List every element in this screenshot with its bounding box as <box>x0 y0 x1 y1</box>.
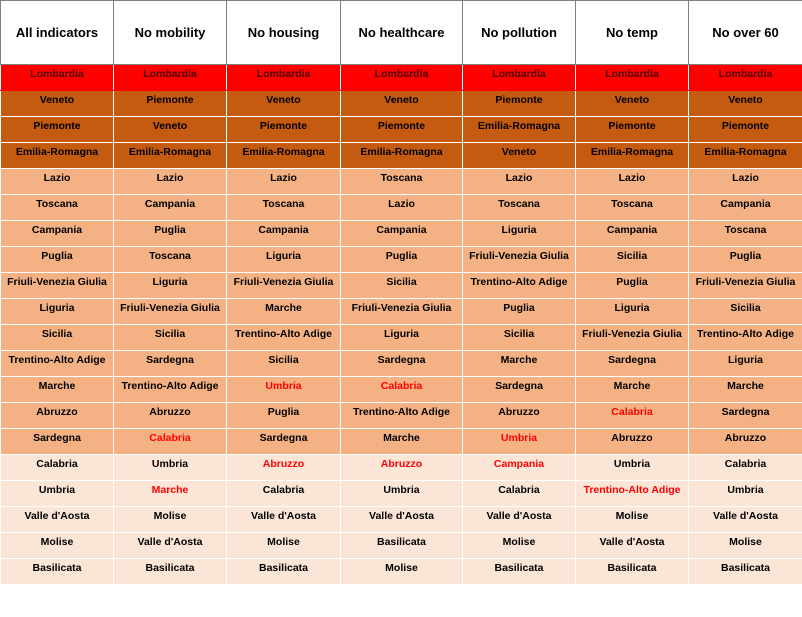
table-cell: Friuli-Venezia Giulia <box>689 273 802 299</box>
table-cell: Toscana <box>1 195 114 221</box>
table-cell: Umbria <box>463 429 576 455</box>
table-cell: Umbria <box>227 377 341 403</box>
table-cell: Basilicata <box>114 559 227 585</box>
table-cell: Basilicata <box>1 559 114 585</box>
table-cell: Sicilia <box>114 325 227 351</box>
table-cell: Lombardia <box>463 65 576 91</box>
table-cell: Emilia-Romagna <box>576 143 689 169</box>
table-cell: Toscana <box>114 247 227 273</box>
table-cell: Toscana <box>227 195 341 221</box>
table-cell: Piemonte <box>576 117 689 143</box>
table-cell: Sardegna <box>227 429 341 455</box>
table-cell: Liguria <box>689 351 802 377</box>
table-row <box>1 117 802 143</box>
table-cell: Friuli-Venezia Giulia <box>227 273 341 299</box>
table-cell: Abruzzo <box>1 403 114 429</box>
table-cell: Umbria <box>341 481 463 507</box>
table-cell: Abruzzo <box>341 455 463 481</box>
table-cell: Veneto <box>576 91 689 117</box>
table-cell: Calabria <box>114 429 227 455</box>
table-row <box>1 533 802 559</box>
table-cell: Campania <box>114 195 227 221</box>
table-cell: Lombardia <box>689 65 802 91</box>
table-cell: Lombardia <box>1 65 114 91</box>
table-cell: Sardegna <box>114 351 227 377</box>
table-cell: Lazio <box>463 169 576 195</box>
table-cell: Trentino-Alto Adige <box>1 351 114 377</box>
table-cell: Lombardia <box>114 65 227 91</box>
table-cell: Campania <box>576 221 689 247</box>
table-cell: Toscana <box>341 169 463 195</box>
table-cell: Liguria <box>114 273 227 299</box>
table-cell: Friuli-Venezia Giulia <box>1 273 114 299</box>
table-cell: Emilia-Romagna <box>463 117 576 143</box>
table-cell: Liguria <box>576 299 689 325</box>
table-cell: Piemonte <box>689 117 802 143</box>
table-cell: Trentino-Alto Adige <box>463 273 576 299</box>
table-cell: Puglia <box>341 247 463 273</box>
table-cell: Sicilia <box>576 247 689 273</box>
table-cell: Puglia <box>463 299 576 325</box>
table-cell: Veneto <box>1 91 114 117</box>
table-cell: Emilia-Romagna <box>114 143 227 169</box>
table-cell: Umbria <box>1 481 114 507</box>
table-cell: Sardegna <box>341 351 463 377</box>
table-cell: Liguria <box>463 221 576 247</box>
table-row <box>1 169 802 195</box>
table-row <box>1 91 802 117</box>
table-cell: Toscana <box>576 195 689 221</box>
table-row <box>1 247 802 273</box>
table-row <box>1 559 802 585</box>
table-cell: Marche <box>689 377 802 403</box>
table-cell: Abruzzo <box>227 455 341 481</box>
table-cell: Trentino-Alto Adige <box>227 325 341 351</box>
table-cell: Lazio <box>227 169 341 195</box>
table-cell: Valle d'Aosta <box>341 507 463 533</box>
table-cell: Lazio <box>1 169 114 195</box>
header-row <box>1 1 802 65</box>
table-cell: Emilia-Romagna <box>341 143 463 169</box>
table-cell: Molise <box>463 533 576 559</box>
table-cell: Toscana <box>463 195 576 221</box>
table-cell: Veneto <box>227 91 341 117</box>
table-cell: Marche <box>576 377 689 403</box>
table-row <box>1 481 802 507</box>
table-cell: Campania <box>341 221 463 247</box>
column-header-all-indicators: All indicators <box>1 1 114 65</box>
table-row <box>1 455 802 481</box>
table-cell: Sicilia <box>1 325 114 351</box>
table-cell: Sicilia <box>463 325 576 351</box>
table-cell: Abruzzo <box>114 403 227 429</box>
table-cell: Piemonte <box>227 117 341 143</box>
table-cell: Basilicata <box>576 559 689 585</box>
table-cell: Emilia-Romagna <box>689 143 802 169</box>
table-cell: Marche <box>341 429 463 455</box>
table-cell: Abruzzo <box>463 403 576 429</box>
table-row <box>1 299 802 325</box>
table-cell: Molise <box>576 507 689 533</box>
table-cell: Liguria <box>341 325 463 351</box>
table-cell: Lombardia <box>576 65 689 91</box>
table-cell: Valle d'Aosta <box>689 507 802 533</box>
table-cell: Lazio <box>576 169 689 195</box>
column-header-no-mobility: No mobility <box>114 1 227 65</box>
table-cell: Veneto <box>114 117 227 143</box>
table-cell: Calabria <box>341 377 463 403</box>
table-cell: Campania <box>463 455 576 481</box>
table-cell: Abruzzo <box>576 429 689 455</box>
table-cell: Marche <box>227 299 341 325</box>
table-row <box>1 273 802 299</box>
table-cell: Toscana <box>689 221 802 247</box>
table-cell: Basilicata <box>341 533 463 559</box>
column-header-no-over-60: No over 60 <box>689 1 802 65</box>
table-cell: Calabria <box>576 403 689 429</box>
table-cell: Veneto <box>341 91 463 117</box>
table-cell: Valle d'Aosta <box>1 507 114 533</box>
table-cell: Puglia <box>576 273 689 299</box>
table-cell: Friuli-Venezia Giulia <box>114 299 227 325</box>
table-cell: Emilia-Romagna <box>1 143 114 169</box>
table-row <box>1 351 802 377</box>
table-row <box>1 507 802 533</box>
table-cell: Marche <box>463 351 576 377</box>
table-row <box>1 377 802 403</box>
table-cell: Trentino-Alto Adige <box>114 377 227 403</box>
table-cell: Calabria <box>1 455 114 481</box>
table-row <box>1 403 802 429</box>
table-cell: Calabria <box>227 481 341 507</box>
table-cell: Sardegna <box>689 403 802 429</box>
table-cell: Campania <box>227 221 341 247</box>
table-cell: Molise <box>1 533 114 559</box>
column-header-no-healthcare: No healthcare <box>341 1 463 65</box>
table-cell: Lazio <box>114 169 227 195</box>
table-row <box>1 429 802 455</box>
table-cell: Piemonte <box>463 91 576 117</box>
table-cell: Sardegna <box>463 377 576 403</box>
table-cell: Puglia <box>114 221 227 247</box>
table-cell: Trentino-Alto Adige <box>341 403 463 429</box>
table-cell: Molise <box>341 559 463 585</box>
table-cell: Campania <box>1 221 114 247</box>
table-cell: Valle d'Aosta <box>463 507 576 533</box>
table-cell: Basilicata <box>689 559 802 585</box>
table-cell: Lazio <box>341 195 463 221</box>
table-cell: Emilia-Romagna <box>227 143 341 169</box>
table-body <box>1 65 802 585</box>
table-cell: Sicilia <box>689 299 802 325</box>
table-cell: Molise <box>689 533 802 559</box>
table-cell: Molise <box>227 533 341 559</box>
table-cell: Campania <box>689 195 802 221</box>
table-cell: Puglia <box>689 247 802 273</box>
table-cell: Sicilia <box>227 351 341 377</box>
table-cell: Friuli-Venezia Giulia <box>463 247 576 273</box>
table-cell: Sicilia <box>341 273 463 299</box>
table-cell: Trentino-Alto Adige <box>576 481 689 507</box>
table-cell: Calabria <box>463 481 576 507</box>
column-header-no-temp: No temp <box>576 1 689 65</box>
table-cell: Piemonte <box>114 91 227 117</box>
table-row <box>1 65 802 91</box>
table-cell: Liguria <box>227 247 341 273</box>
table-cell: Puglia <box>227 403 341 429</box>
column-header-no-pollution: No pollution <box>463 1 576 65</box>
table-row <box>1 325 802 351</box>
table-cell: Puglia <box>1 247 114 273</box>
table-cell: Sardegna <box>576 351 689 377</box>
table-cell: Valle d'Aosta <box>114 533 227 559</box>
table-cell: Marche <box>114 481 227 507</box>
column-header-no-housing: No housing <box>227 1 341 65</box>
table-cell: Liguria <box>1 299 114 325</box>
table-cell: Veneto <box>689 91 802 117</box>
table-cell: Piemonte <box>341 117 463 143</box>
table-cell: Basilicata <box>463 559 576 585</box>
table-cell: Umbria <box>689 481 802 507</box>
table-cell: Molise <box>114 507 227 533</box>
table-row <box>1 221 802 247</box>
table-cell: Friuli-Venezia Giulia <box>341 299 463 325</box>
table-cell: Marche <box>1 377 114 403</box>
table-cell: Piemonte <box>1 117 114 143</box>
table-cell: Sardegna <box>1 429 114 455</box>
table-row <box>1 143 802 169</box>
table-cell: Basilicata <box>227 559 341 585</box>
table-cell: Trentino-Alto Adige <box>689 325 802 351</box>
table-cell: Umbria <box>576 455 689 481</box>
table-cell: Calabria <box>689 455 802 481</box>
table-cell: Valle d'Aosta <box>227 507 341 533</box>
table-cell: Friuli-Venezia Giulia <box>576 325 689 351</box>
table-cell: Abruzzo <box>689 429 802 455</box>
table-cell: Lombardia <box>341 65 463 91</box>
table-cell: Lazio <box>689 169 802 195</box>
table-cell: Umbria <box>114 455 227 481</box>
table-cell: Lombardia <box>227 65 341 91</box>
table-cell: Veneto <box>463 143 576 169</box>
table-cell: Valle d'Aosta <box>576 533 689 559</box>
table-row <box>1 195 802 221</box>
